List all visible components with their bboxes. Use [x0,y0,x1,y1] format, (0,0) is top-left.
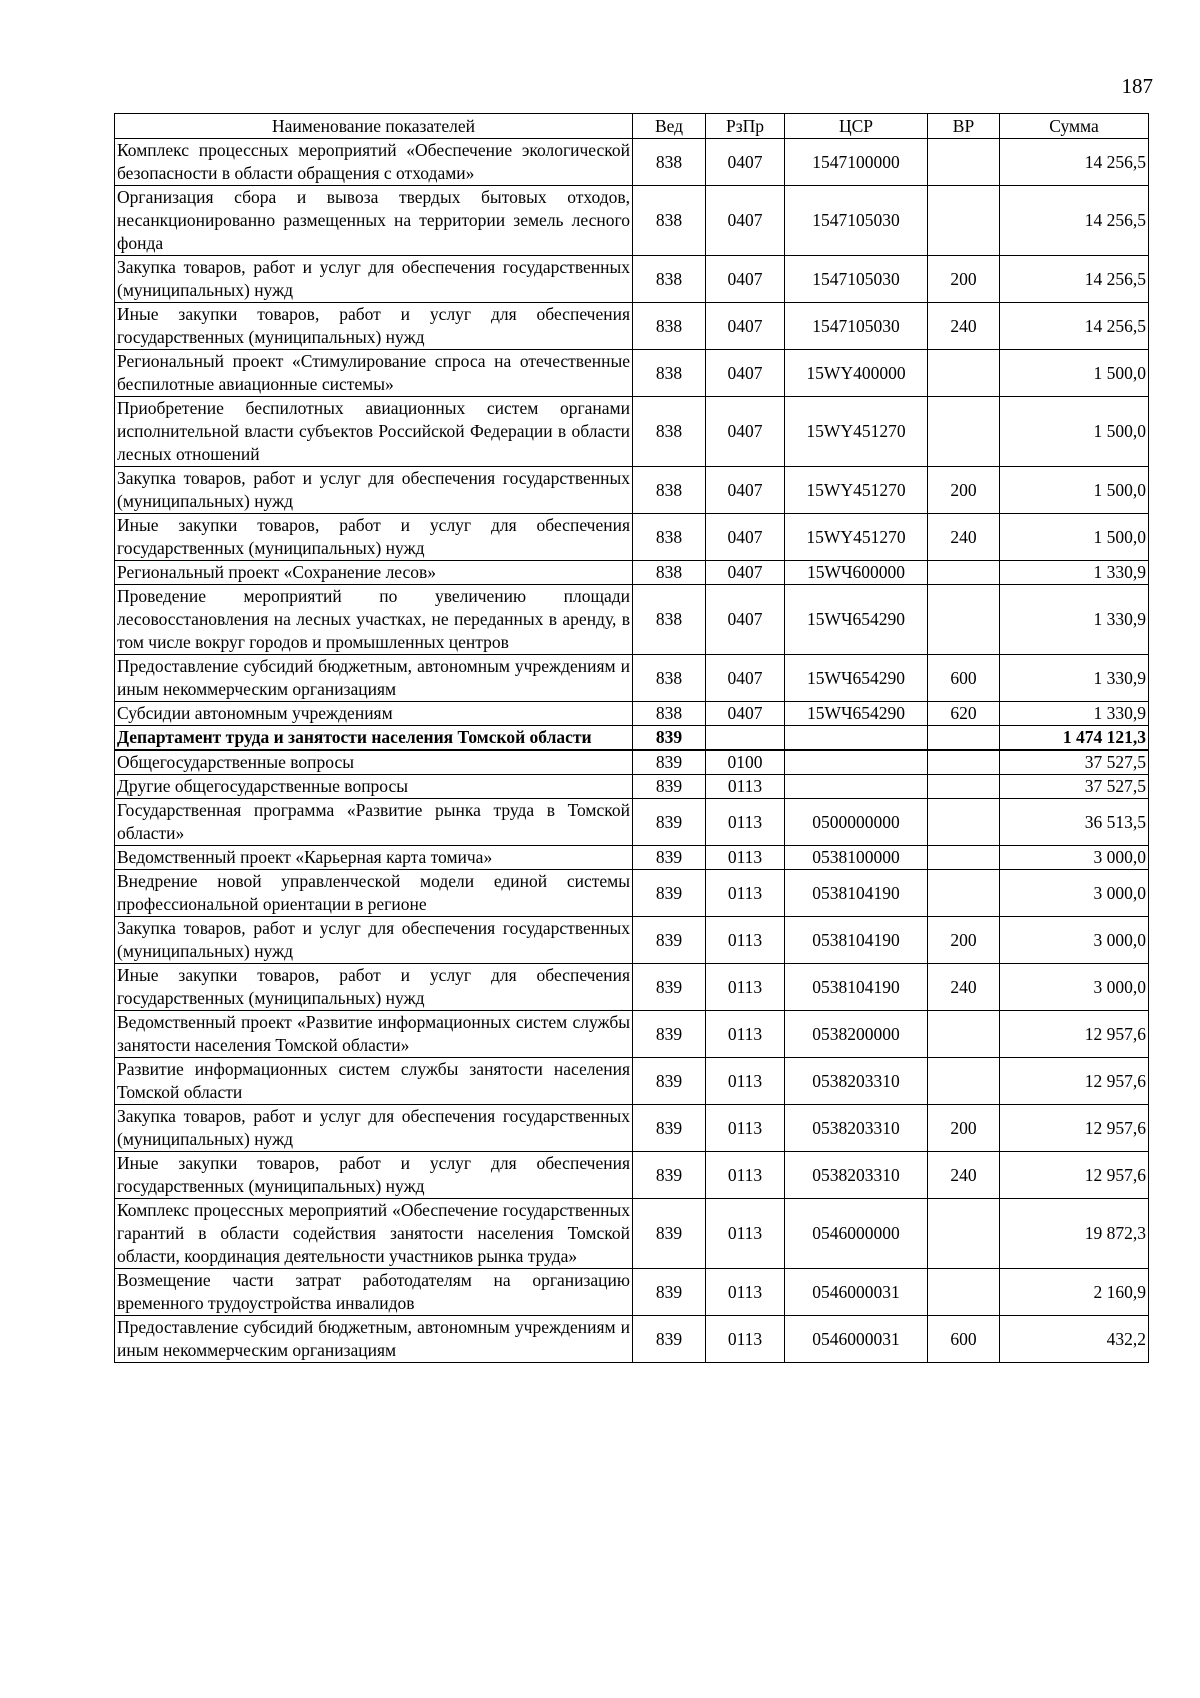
cell-name: Региональный проект «Стимулирование спроса на отечественные беспилотные авиационные системы» [115,350,633,397]
table-row [115,561,1149,585]
table-row [115,585,1149,655]
cell-sum: 37 527,5 [1000,750,1149,775]
cell-csr: 15WY451270 [785,514,928,561]
cell-vr [928,1199,1000,1269]
table-row [115,303,1149,350]
table-row [115,139,1149,186]
cell-name: Иные закупки товаров, работ и услуг для обеспечения государственных (муниципальных) нужд [115,964,633,1011]
cell-vr [928,799,1000,846]
cell-csr [785,750,928,775]
cell-sum: 14 256,5 [1000,256,1149,303]
cell-ved: 839 [633,846,706,870]
table-row [115,655,1149,702]
cell-vr [928,561,1000,585]
cell-name: Закупка товаров, работ и услуг для обеспечения государственных (муниципальных) нужд [115,1105,633,1152]
cell-ved: 838 [633,256,706,303]
cell-csr: 0538203310 [785,1105,928,1152]
cell-sum: 1 330,9 [1000,655,1149,702]
cell-rzpr: 0113 [706,1152,785,1199]
cell-rzpr: 0407 [706,350,785,397]
cell-sum: 36 513,5 [1000,799,1149,846]
cell-ved: 839 [633,1269,706,1316]
cell-sum: 14 256,5 [1000,186,1149,256]
cell-sum: 3 000,0 [1000,870,1149,917]
cell-ved: 838 [633,702,706,726]
table-row [115,1269,1149,1316]
cell-ved: 839 [633,799,706,846]
table-row [115,186,1149,256]
cell-sum: 14 256,5 [1000,139,1149,186]
table-row [115,870,1149,917]
cell-name: Региональный проект «Сохранение лесов» [115,561,633,585]
cell-name: Возмещение части затрат работодателям на организацию временного трудоустройства инвалидов [115,1269,633,1316]
cell-rzpr: 0407 [706,397,785,467]
cell-sum: 432,2 [1000,1316,1149,1363]
cell-vr [928,870,1000,917]
cell-ved: 838 [633,397,706,467]
cell-rzpr: 0407 [706,139,785,186]
cell-vr [928,186,1000,256]
cell-ved: 838 [633,350,706,397]
cell-vr [928,846,1000,870]
table-row [115,702,1149,726]
cell-sum: 3 000,0 [1000,846,1149,870]
cell-sum: 12 957,6 [1000,1152,1149,1199]
cell-ved: 839 [633,870,706,917]
cell-csr: 15WY451270 [785,467,928,514]
cell-ved: 838 [633,303,706,350]
cell-csr: 0538203310 [785,1152,928,1199]
cell-csr: 0538200000 [785,1011,928,1058]
cell-ved: 839 [633,1105,706,1152]
table-row [115,799,1149,846]
cell-sum: 1 330,9 [1000,702,1149,726]
cell-ved: 838 [633,139,706,186]
cell-vr: 200 [928,1105,1000,1152]
cell-rzpr: 0407 [706,256,785,303]
cell-vr: 240 [928,1152,1000,1199]
cell-rzpr: 0113 [706,1199,785,1269]
cell-rzpr: 0407 [706,585,785,655]
cell-name: Государственная программа «Развитие рынка труда в Томской области» [115,799,633,846]
cell-csr: 1547105030 [785,256,928,303]
cell-ved: 838 [633,585,706,655]
column-header-vr: ВР [928,114,1000,139]
cell-sum: 14 256,5 [1000,303,1149,350]
cell-name: Предоставление субсидий бюджетным, автономным учреждениям и иным некоммерческим организациям [115,655,633,702]
cell-ved: 839 [633,775,706,799]
column-header-rzpr: РзПр [706,114,785,139]
cell-rzpr: 0407 [706,514,785,561]
cell-sum: 37 527,5 [1000,775,1149,799]
cell-vr [928,726,1000,751]
table-row [115,1199,1149,1269]
cell-csr: 15WЧ654290 [785,702,928,726]
cell-vr: 240 [928,514,1000,561]
cell-vr: 620 [928,702,1000,726]
cell-sum: 19 872,3 [1000,1199,1149,1269]
cell-rzpr: 0407 [706,702,785,726]
cell-csr: 0546000000 [785,1199,928,1269]
table-row [115,1058,1149,1105]
cell-csr: 0546000031 [785,1269,928,1316]
table-row [115,846,1149,870]
cell-ved: 838 [633,514,706,561]
cell-sum: 1 474 121,3 [1000,726,1149,751]
page-number: 187 [1121,74,1153,98]
cell-rzpr: 0113 [706,870,785,917]
cell-ved: 839 [633,1152,706,1199]
cell-vr [928,775,1000,799]
table-row [115,397,1149,467]
cell-vr [928,1011,1000,1058]
cell-name: Предоставление субсидий бюджетным, автономным учреждениям и иным некоммерческим организациям [115,1316,633,1363]
column-header-csr: ЦСР [785,114,928,139]
cell-name: Субсидии автономным учреждениям [115,702,633,726]
cell-ved: 838 [633,561,706,585]
table-row [115,467,1149,514]
cell-rzpr: 0113 [706,1058,785,1105]
cell-sum: 1 500,0 [1000,397,1149,467]
cell-csr [785,726,928,751]
column-header-name: Наименование показателей [115,114,633,139]
cell-vr: 240 [928,964,1000,1011]
cell-sum: 1 330,9 [1000,561,1149,585]
cell-name: Ведомственный проект «Развитие информационных систем службы занятости населения Томской области» [115,1011,633,1058]
cell-name: Приобретение беспилотных авиационных систем органами исполнительной власти субъектов Российской Федерации в области лесных отношений [115,397,633,467]
table-row [115,964,1149,1011]
cell-name: Комплекс процессных мероприятий «Обеспечение государственных гарантий в области содействия занятости населения Томской области, координация деятельности участников рынка труда» [115,1199,633,1269]
cell-vr [928,1269,1000,1316]
cell-ved: 839 [633,917,706,964]
cell-csr: 15WЧ600000 [785,561,928,585]
cell-ved: 839 [633,1316,706,1363]
table-row [115,917,1149,964]
cell-vr: 200 [928,467,1000,514]
cell-csr [785,775,928,799]
cell-vr [928,139,1000,186]
cell-rzpr: 0407 [706,561,785,585]
cell-name: Иные закупки товаров, работ и услуг для обеспечения государственных (муниципальных) нужд [115,303,633,350]
cell-name: Комплекс процессных мероприятий «Обеспечение экологической безопасности в области обращения с отходами» [115,139,633,186]
cell-name: Иные закупки товаров, работ и услуг для обеспечения государственных (муниципальных) нужд [115,514,633,561]
table-row [115,750,1149,775]
cell-vr: 200 [928,256,1000,303]
cell-sum: 1 330,9 [1000,585,1149,655]
cell-sum: 2 160,9 [1000,1269,1149,1316]
cell-ved: 839 [633,964,706,1011]
table-row [115,1011,1149,1058]
table-row [115,1152,1149,1199]
table-row [115,1105,1149,1152]
cell-rzpr: 0113 [706,846,785,870]
table-body [115,139,1149,1363]
column-header-sum: Сумма [1000,114,1149,139]
cell-vr [928,1058,1000,1105]
cell-name: Внедрение новой управленческой модели единой системы профессиональной ориентации в регионе [115,870,633,917]
cell-csr: 15WЧ654290 [785,655,928,702]
cell-vr: 600 [928,1316,1000,1363]
cell-rzpr: 0407 [706,186,785,256]
cell-ved: 839 [633,1011,706,1058]
cell-sum: 3 000,0 [1000,917,1149,964]
cell-csr: 0538104190 [785,917,928,964]
cell-csr: 15WЧ654290 [785,585,928,655]
cell-rzpr: 0113 [706,964,785,1011]
cell-sum: 3 000,0 [1000,964,1149,1011]
cell-rzpr: 0407 [706,467,785,514]
table-row [115,775,1149,799]
cell-csr: 15WY451270 [785,397,928,467]
cell-ved: 838 [633,467,706,514]
cell-rzpr [706,726,785,751]
cell-sum: 1 500,0 [1000,467,1149,514]
cell-csr: 0500000000 [785,799,928,846]
cell-ved: 839 [633,726,706,751]
cell-ved: 838 [633,655,706,702]
cell-csr: 0546000031 [785,1316,928,1363]
cell-name: Иные закупки товаров, работ и услуг для обеспечения государственных (муниципальных) нужд [115,1152,633,1199]
cell-rzpr: 0113 [706,775,785,799]
cell-sum: 1 500,0 [1000,350,1149,397]
cell-csr: 1547105030 [785,186,928,256]
cell-rzpr: 0113 [706,799,785,846]
cell-name: Организация сбора и вывоза твердых бытовых отходов, несанкционированно размещенных на территории земель лесного фонда [115,186,633,256]
cell-vr: 240 [928,303,1000,350]
cell-rzpr: 0407 [706,655,785,702]
cell-csr: 0538100000 [785,846,928,870]
cell-ved: 839 [633,1058,706,1105]
table-header-row [115,114,1149,139]
table-row [115,726,1149,751]
cell-vr: 200 [928,917,1000,964]
cell-name: Ведомственный проект «Карьерная карта томича» [115,846,633,870]
cell-rzpr: 0113 [706,917,785,964]
cell-sum: 1 500,0 [1000,514,1149,561]
column-header-ved: Вед [633,114,706,139]
table-row [115,350,1149,397]
cell-vr [928,585,1000,655]
cell-rzpr: 0113 [706,1269,785,1316]
cell-rzpr: 0407 [706,303,785,350]
cell-ved: 838 [633,186,706,256]
cell-name: Закупка товаров, работ и услуг для обеспечения государственных (муниципальных) нужд [115,917,633,964]
table-row [115,256,1149,303]
cell-rzpr: 0100 [706,750,785,775]
budget-table [114,113,1149,1363]
cell-csr: 0538104190 [785,870,928,917]
cell-csr: 15WY400000 [785,350,928,397]
cell-ved: 839 [633,750,706,775]
cell-sum: 12 957,6 [1000,1058,1149,1105]
cell-ved: 839 [633,1199,706,1269]
cell-name: Закупка товаров, работ и услуг для обеспечения государственных (муниципальных) нужд [115,256,633,303]
cell-rzpr: 0113 [706,1105,785,1152]
cell-csr: 0538104190 [785,964,928,1011]
table-row [115,514,1149,561]
cell-name: Общегосударственные вопросы [115,750,633,775]
cell-name: Закупка товаров, работ и услуг для обеспечения государственных (муниципальных) нужд [115,467,633,514]
cell-csr: 0538203310 [785,1058,928,1105]
cell-sum: 12 957,6 [1000,1011,1149,1058]
cell-name: Проведение мероприятий по увеличению площади лесовосстановления на лесных участках, не переданных в аренду, в том числе вокруг городов и промышленных центров [115,585,633,655]
table-row [115,1316,1149,1363]
cell-name: Развитие информационных систем службы занятости населения Томской области [115,1058,633,1105]
cell-vr [928,397,1000,467]
cell-sum: 12 957,6 [1000,1105,1149,1152]
cell-vr [928,750,1000,775]
cell-vr: 600 [928,655,1000,702]
cell-rzpr: 0113 [706,1011,785,1058]
cell-csr: 1547100000 [785,139,928,186]
cell-rzpr: 0113 [706,1316,785,1363]
cell-vr [928,350,1000,397]
cell-name: Департамент труда и занятости населения Томской области [115,726,633,751]
cell-csr: 1547105030 [785,303,928,350]
cell-name: Другие общегосударственные вопросы [115,775,633,799]
